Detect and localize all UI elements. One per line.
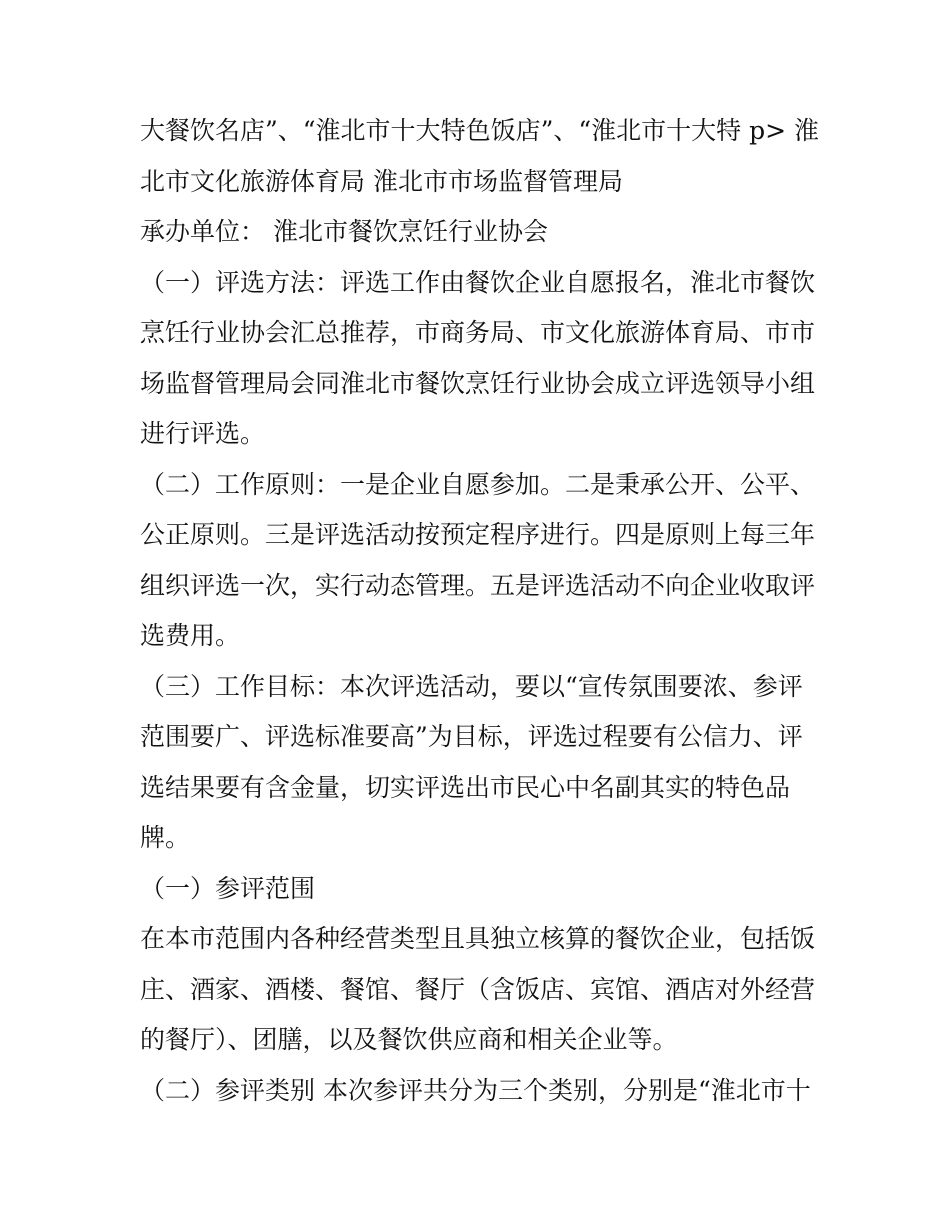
text-line: （一）参评范围 [140,873,316,903]
text-line: 牌。 [140,823,191,852]
text-line: 选结果要有含金量，切实评选出市民心中名副其实的特色品 [140,772,791,802]
text-line: （二）工作原则：一是企业自愿参加。二是秉承公开、公平、 [140,469,816,499]
text-line: 庄、酒家、酒楼、餐馆、餐厅（含饭店、宾馆、酒店对外经营 [140,974,816,1004]
text-line: 进行评选。 [140,419,266,448]
text-line: 场监督管理局会同淮北市餐饮烹饪行业协会成立评选领导小组 [140,368,816,398]
text-line: （二）参评类别 本次参评共分为三个类别，分别是“淮北市十 [140,1075,811,1105]
text-line: 在本市范围内各种经营类型且具独立核算的餐饮企业，包括饭 [140,924,816,953]
text-line: 选费用。 [140,621,241,650]
text-line: 承办单位： 淮北市餐饮烹饪行业协会 [140,217,548,246]
text-line: 公正原则。三是评选活动按预定程序进行。四是原则上每三年 [140,520,816,549]
text-line: （一）评选方法：评选工作由餐饮企业自愿报名，淮北市餐饮 [140,267,816,297]
text-line: 范围要广、评选标准要高”为目标，评选过程要有公信力、评 [140,722,803,751]
text-line: 组织评选一次，实行动态管理。五是评选活动不向企业收取评 [140,570,816,600]
text-line: （三）工作目标：本次评选活动，要以“宣传氛围要浓、参评 [140,671,803,701]
text-line: 的餐厅）、团膳，以及餐饮供应商和相关企业等。 [140,1025,678,1054]
text-line: 烹饪行业协会汇总推荐，市商务局、市文化旅游体育局、市市 [140,318,816,347]
text-line: 北市文化旅游体育局 淮北市市场监督管理局 [140,166,623,196]
text-line: 大餐饮名店”、“淮北市十大特色饭店”、“淮北市十大特 p> 淮 [140,116,819,145]
document-body [140,106,820,1116]
